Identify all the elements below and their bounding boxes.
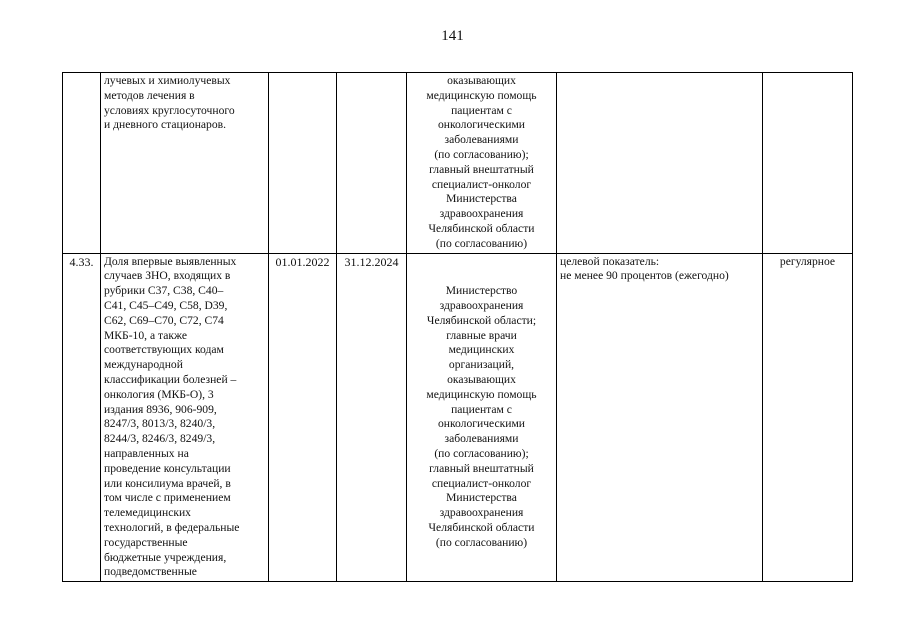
executor-cell [407,73,557,254]
text-line: C62, C69–C70, C72, C74 [104,313,224,327]
executor-line: оказывающих [447,372,516,386]
executor-line: организаций, [448,358,515,372]
row-number-cell: 4.33. [63,253,101,582]
start-date-cell: 01.01.2022 [269,253,337,582]
text-line: лучевых и химиолучевых [104,74,231,87]
text-line: бюджетные учреждения, [104,550,227,564]
executor-line: (по согласованию) [435,535,528,549]
executor-line: Министерства [446,491,517,505]
executor-line: онкологическими [437,118,526,132]
executor-line: онкологическими [437,417,526,431]
text-line: условиях круглосуточного [104,103,235,117]
indicator-line: целевой показатель: [560,254,660,268]
executor-line: здравоохранения [439,506,524,520]
executor-line: (по согласованию); [434,147,529,161]
text-line: C41, C45–C49, C58, D39, [104,298,228,312]
plan-table [62,72,853,582]
executor-line: главный внештатный [429,162,534,176]
text-line: 8244/3, 8246/3, 8249/3, [104,432,216,446]
text-line: телемедицинских [104,506,191,520]
row-number-cell [63,73,101,254]
text-line: 8247/3, 8013/3, 8240/3, [104,417,216,431]
end-date-cell: 31.12.2024 [337,253,407,582]
executor-line: заболеваниями [444,133,519,147]
measure-text-cell [101,73,269,254]
executor-line: специалист-онколог [431,177,532,191]
page-number: 141 [441,28,464,44]
executor-line: медицинскую помощь [426,88,537,102]
text-line: классификации болезней – [104,372,237,386]
executor-line: здравоохранения [439,298,524,312]
text-line: случаев ЗНО, входящих в [104,269,231,283]
text-line: соответствующих кодам [104,343,224,357]
executor-line: (по согласованию); [434,446,529,460]
text-line: издания 8936, 906-909, [104,402,217,416]
executor-line: главный внештатный [429,461,534,475]
executor-line: Челябинской области [428,221,535,235]
executor-line: медицинских [448,343,515,357]
text-line: Доля впервые выявленных [104,254,237,268]
text-line: направленных на [104,446,189,460]
text-line: и дневного стационаров. [104,118,227,132]
executor-line: Министерства [446,192,517,206]
executor-line: оказывающих [447,74,516,87]
text-line: государственные [104,535,188,549]
text-line: методов лечения в [104,88,195,102]
table-row [63,73,853,254]
executor-line: медицинскую помощь [426,387,537,401]
text-line: том числе с применением [104,491,231,505]
executor-line: пациентам с [451,103,512,117]
measure-text-cell [101,253,269,582]
text-line: рубрики C37, C38, C40– [104,284,224,298]
text-line: или консилиума врачей, в [104,476,231,490]
executor-cell [407,253,557,582]
periodicity-cell [763,73,853,254]
text-line: проведение консультации [104,461,231,475]
indicator-cell [557,253,763,582]
executor-line: (по согласованию) [435,236,528,250]
executor-line: Челябинской области; [426,313,537,327]
executor-line: пациентам с [451,402,512,416]
executor-line: Челябинской области [428,520,535,534]
executor-line: здравоохранения [439,207,524,221]
text-line: международной [104,358,183,372]
text-line: онкология (МКБ-О), 3 [104,387,214,401]
executor-line: заболеваниями [444,432,519,446]
executor-line: Министерство [445,284,518,298]
executor-line: специалист-онколог [431,476,532,490]
text-line: МКБ-10, а также [104,328,187,342]
periodicity-cell: регулярное [763,253,853,582]
text-line: технологий, в федеральные [104,520,240,534]
indicator-line: не менее 90 процентов (ежегодно) [560,269,729,283]
text-line: подведомственные [104,565,197,579]
indicator-cell [557,73,763,254]
start-date-cell [269,73,337,254]
executor-line: главные врачи [446,328,517,342]
table-row [63,253,853,582]
end-date-cell [337,73,407,254]
